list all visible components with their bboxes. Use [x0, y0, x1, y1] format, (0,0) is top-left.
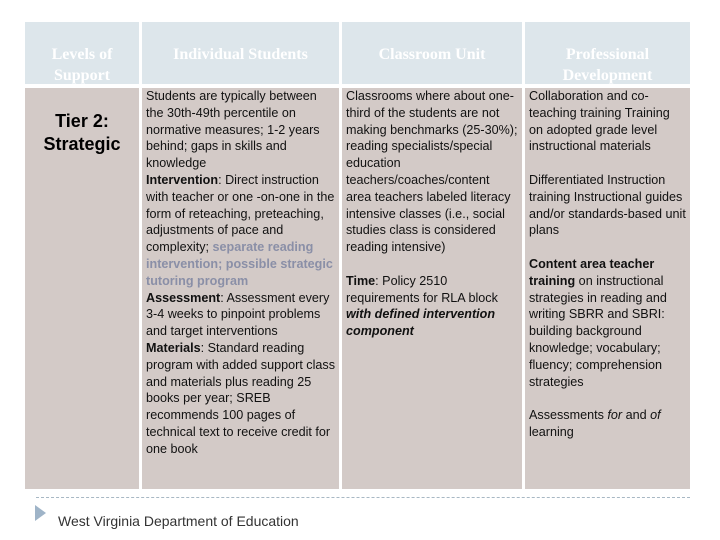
- individual-intro: Students are typically between the 30th-49th percentile on normative measures; 1-2 years behind; gaps in skills and knowledge: [146, 89, 320, 171]
- classroom-unit-cell: [342, 88, 522, 489]
- pd-block-4-for: for: [607, 408, 623, 423]
- assessment-label: Assessment: [146, 290, 221, 305]
- header-classroom-unit: Classroom Unit: [342, 22, 522, 84]
- materials-label: Materials: [146, 340, 201, 355]
- tier-label-cell: [25, 88, 139, 489]
- tier-name: Strategic: [43, 134, 121, 154]
- materials-text: : Standard reading program with added support class and materials plus reading 25 books per year; SREB recommends 100 pages of technical text to receive credit for one book: [146, 340, 336, 456]
- pd-block-4-c: learning: [529, 424, 574, 439]
- footer-text: West Virginia Department of Education: [58, 513, 299, 529]
- classroom-intro: Classrooms where about one-third of the students are not making benchmarks (25-30%); reading specialists/special education teachers/coaches/content area teachers labeled literacy intensive classes (i.e., social studies class is considered reading intensive): [346, 89, 518, 255]
- header-levels-of-support: Levels of Support: [25, 22, 139, 84]
- intervention-highlight: separate reading intervention; possible strategic tutoring program: [146, 240, 333, 288]
- pd-block-3-text: on instructional strategies in reading and writing SBRR and SBRI: building background knowledge; vocabulary; fluency; comprehension strategies: [529, 273, 667, 389]
- header-professional-development: Professional Development: [525, 22, 690, 84]
- triangle-bullet-icon: [35, 505, 46, 521]
- pd-block-4-a: Assessments: [529, 408, 608, 423]
- time-emphasis: with defined intervention component: [346, 307, 496, 339]
- pd-block-3-label: Content area teacher training: [529, 256, 655, 288]
- intervention-label: Intervention: [146, 172, 219, 187]
- header-individual-students: Individual Students: [142, 22, 339, 84]
- individual-students-cell: [142, 88, 339, 489]
- tier-number: Tier 2:: [55, 111, 109, 131]
- pd-block-1: Collaboration and co-teaching training Training on adopted grade level instructional materials: [529, 89, 670, 154]
- professional-development-cell: [525, 88, 690, 489]
- pd-block-4-of: of: [650, 408, 661, 423]
- pd-block-4-b: and: [622, 408, 651, 423]
- footer-divider: [36, 497, 690, 498]
- intervention-text: : Direct instruction with teacher or one -on-one in the form of reteaching, preteaching, adjustments of pace and complexity;: [146, 172, 335, 255]
- support-levels-table: [25, 22, 690, 489]
- time-text: : Policy 2510 requirements for RLA block: [346, 273, 498, 305]
- time-label: Time: [346, 273, 376, 288]
- pd-block-2: Differentiated Instruction training Instructional guides and/or standards-based unit plans: [529, 172, 686, 238]
- assessment-text: : Assessment every 3-4 weeks to pinpoint problems and target interventions: [146, 290, 330, 339]
